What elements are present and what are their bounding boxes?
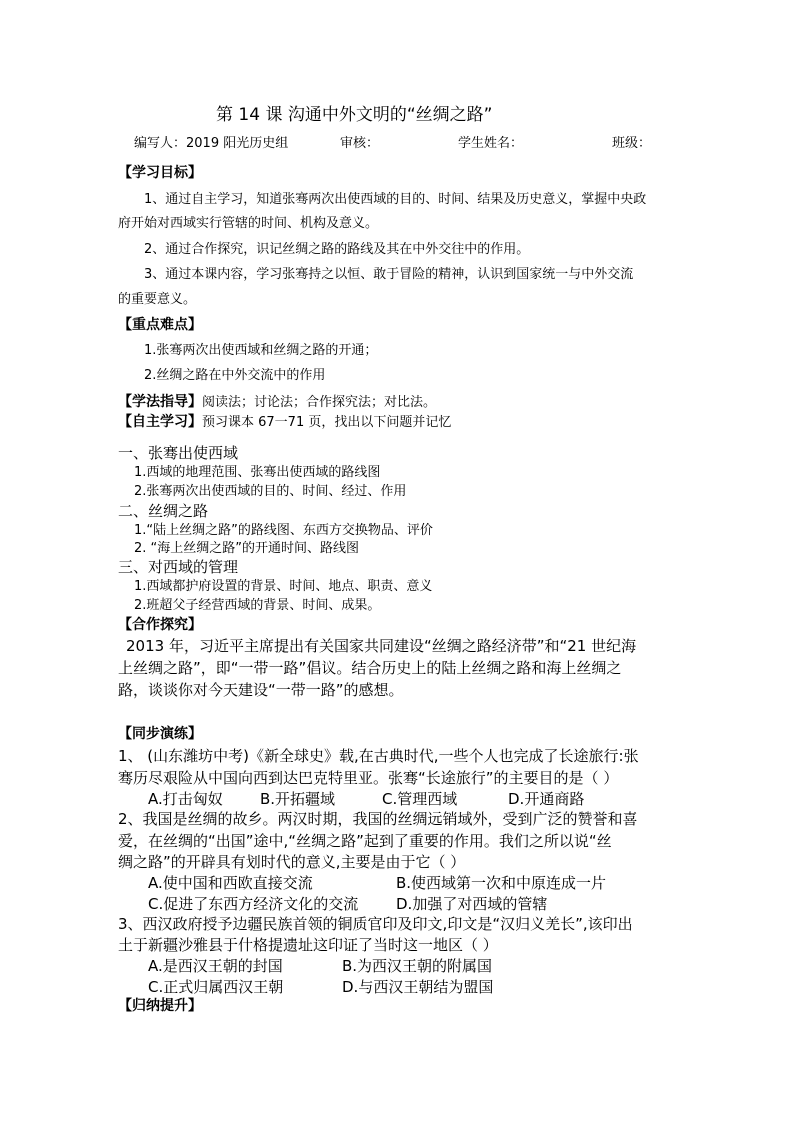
question-3-option-d: D.与西汉王朝结为盟国	[342, 978, 494, 996]
question-3-option-c: C.正式归属西汉王朝	[148, 978, 284, 996]
keypoints-heading: 【重点难点】	[118, 317, 202, 333]
section-2-item-2: 2. “海上丝绸之路”的开通时间、路线图	[134, 541, 360, 556]
page-title: 第 14 课 沟通中外文明的“丝绸之路”	[216, 105, 493, 125]
question-1-line-2: 骞历尽艰险从中国向西到达巴克特里亚。张骞“长途旅行”的主要目的是（ ）	[118, 769, 619, 787]
section-3-item-1: 1.西域都护府设置的背景、时间、地点、职责、意义	[134, 579, 433, 594]
section-2-item-1: 1.“陆上丝绸之路”的路线图、东西方交换物品、评价	[134, 523, 433, 538]
question-2-option-a: A.使中国和西欧直接交流	[148, 874, 313, 892]
coop-line-2: 上丝绸之路”，即“一带一路”倡议。结合历史上的陆上丝绸之路和海上丝绸之	[118, 659, 622, 677]
summary-heading: 【归纳提升】	[118, 998, 202, 1014]
coop-line-1: 2013 年，习近平主席提出有关国家共同建设“丝绸之路经济带”和“21 世纪海	[126, 637, 637, 655]
section-1-title: 一、张骞出使西域	[118, 444, 239, 462]
author-field: 编写人：2019 阳光历史组	[134, 136, 289, 151]
section-1-item-2: 2.张骞两次出使西域的目的、时间、经过、作用	[134, 484, 407, 499]
question-1-option-a: A.打击匈奴	[148, 790, 223, 808]
keypoint-2: 2.丝绸之路在中外交流中的作用	[144, 368, 326, 383]
section-1-item-1: 1.西域的地理范围、张骞出使西域的路线图	[134, 465, 381, 480]
selfstudy-heading: 【自主学习】	[118, 414, 202, 430]
question-2-line-3: 绸之路”的开辟具有划时代的意义,主要是由于它（ ）	[118, 853, 466, 871]
question-2-option-b: B.使西域第一次和中原连成一片	[396, 874, 607, 892]
method-line	[118, 393, 436, 412]
question-3-line-1: 3、西汉政府授予边疆民族首领的铜质官印及印文,印文是“汉归义羌长”,该印出	[118, 915, 633, 933]
question-3-option-a: A.是西汉王朝的封国	[148, 957, 283, 975]
student-name-field: 学生姓名：	[458, 136, 524, 151]
question-1-option-b: B.开拓疆域	[260, 790, 336, 808]
goal-2: 2、通过合作探究，识记丝绸之路的路线及其在中外交往中的作用。	[144, 242, 530, 257]
question-3-option-b: B.为西汉王朝的附属国	[342, 957, 493, 975]
goal-3-line-1: 3、通过本课内容，学习张骞持之以恒、敢于冒险的精神，认识到国家统一与中外交流	[144, 267, 634, 282]
selfstudy-text: 预习课本 67一71 页，找出以下问题并记忆	[202, 415, 452, 430]
question-1-option-c: C.管理西域	[382, 790, 458, 808]
question-1-option-d: D.开通商路	[508, 790, 585, 808]
section-3-title: 三、对西域的管理	[118, 558, 239, 576]
practice-heading: 【同步演练】	[118, 726, 202, 742]
coop-line-3: 路，谈谈你对今天建设“一带一路”的感想。	[118, 681, 404, 699]
goal-1-line-1: 1、通过自主学习，知道张骞两次出使西域的目的、时间、结果及历史意义，掌握中央政	[144, 192, 647, 207]
method-heading: 【学法指导】	[118, 394, 202, 410]
keypoint-1: 1.张骞两次出使西域和丝绸之路的开通；	[144, 343, 378, 358]
question-2-option-d: D.加强了对西域的管辖	[396, 895, 548, 913]
selfstudy-line	[118, 413, 451, 432]
question-2-line-1: 2、我国是丝绸的故乡。两汉时期，我国的丝绸远销域外，受到广泛的赞誉和喜	[118, 810, 638, 828]
method-text: 阅读法；讨论法；合作探究法；对比法。	[202, 395, 437, 410]
question-3-line-2: 土于新疆沙雅县于什格提遗址这印证了当时这一地区（ ）	[118, 936, 498, 954]
goals-heading: 【学习目标】	[118, 165, 202, 181]
reviewer-field: 审核：	[340, 136, 380, 151]
section-3-item-2: 2.班超父子经营西域的背景、时间、成果。	[134, 598, 381, 613]
goal-1-line-2: 府开始对西域实行管辖的时间、机构及意义。	[118, 216, 379, 231]
goal-3-line-2: 的重要意义。	[118, 292, 197, 307]
coop-heading: 【合作探究】	[118, 617, 202, 633]
question-2-line-2: 爱，在丝绸的“出国”途中,“丝绸之路”起到了重要的作用。我们之所以说“丝	[118, 832, 612, 850]
class-field: 班级：	[612, 136, 652, 151]
question-2-option-c: C.促进了东西方经济文化的交流	[148, 895, 359, 913]
section-2-title: 二、丝绸之路	[118, 502, 209, 520]
question-1-line-1: 1、 (山东潍坊中考)《新全球史》载,在古典时代,一些个人也完成了长途旅行:张	[118, 747, 639, 765]
